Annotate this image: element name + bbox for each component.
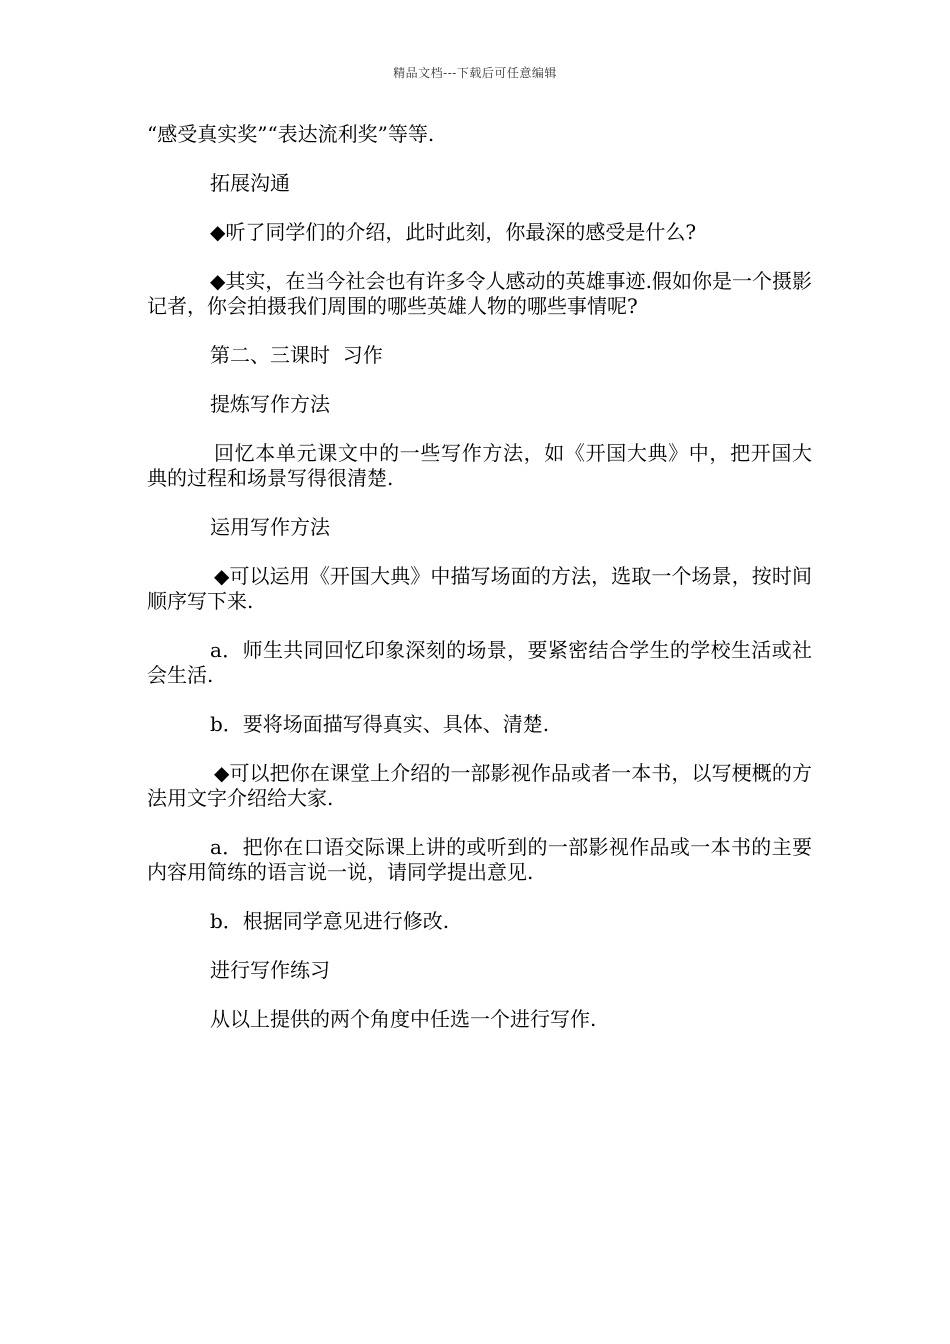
paragraph-option-summary: ◆可以把你在课堂上介绍的一部影视作品或者一本书，以写梗概的方法用文字介绍给大家. [147,761,812,810]
page-header: 精品文档---下载后可任意编辑 [393,66,557,80]
section-heading-writing-practice: 进行写作练习 [210,958,330,982]
paragraph-scene-step-a: a．师生共同回忆印象深刻的场景，要紧密结合学生的学校生活或社会生活. [147,638,812,687]
paragraph-summary-step-b: b．根据同学意见进行修改. [210,909,450,933]
paragraph-writing-instruction: 从以上提供的两个角度中任选一个进行写作. [210,1007,597,1031]
section-heading-expand-communication: 拓展沟通 [210,171,290,195]
section-heading-apply-methods: 运用写作方法 [210,515,330,539]
paragraph-recall-methods: 回忆本单元课文中的一些写作方法，如《开国大典》中，把开国大典的过程和场景写得很清楚. [147,441,812,490]
section-heading-lesson-writing: 第二、三课时 习作 [210,343,383,367]
paragraph-award-names: “感受真实奖”“表达流利奖”等等. [147,122,435,146]
section-heading-refine-methods: 提炼写作方法 [210,392,330,416]
paragraph-question-feeling: ◆听了同学们的介绍，此时此刻，你最深的感受是什么? [210,220,697,244]
paragraph-scene-step-b: b．要将场面描写得真实、具体、清楚. [210,712,550,736]
paragraph-question-photographer: ◆其实，在当今社会也有许多令人感动的英雄事迹.假如你是一个摄影记者，你会拍摄我们周围的哪些英雄人物的哪些事情呢? [147,269,812,318]
paragraph-summary-step-a: a．把你在口语交际课上讲的或听到的一部影视作品或一本书的主要内容用简练的语言说一说，请同学提出意见. [147,835,812,884]
document-body [147,122,812,1056]
paragraph-option-scene: ◆可以运用《开国大典》中描写场面的方法，选取一个场景，按时间顺序写下来. [147,564,812,613]
